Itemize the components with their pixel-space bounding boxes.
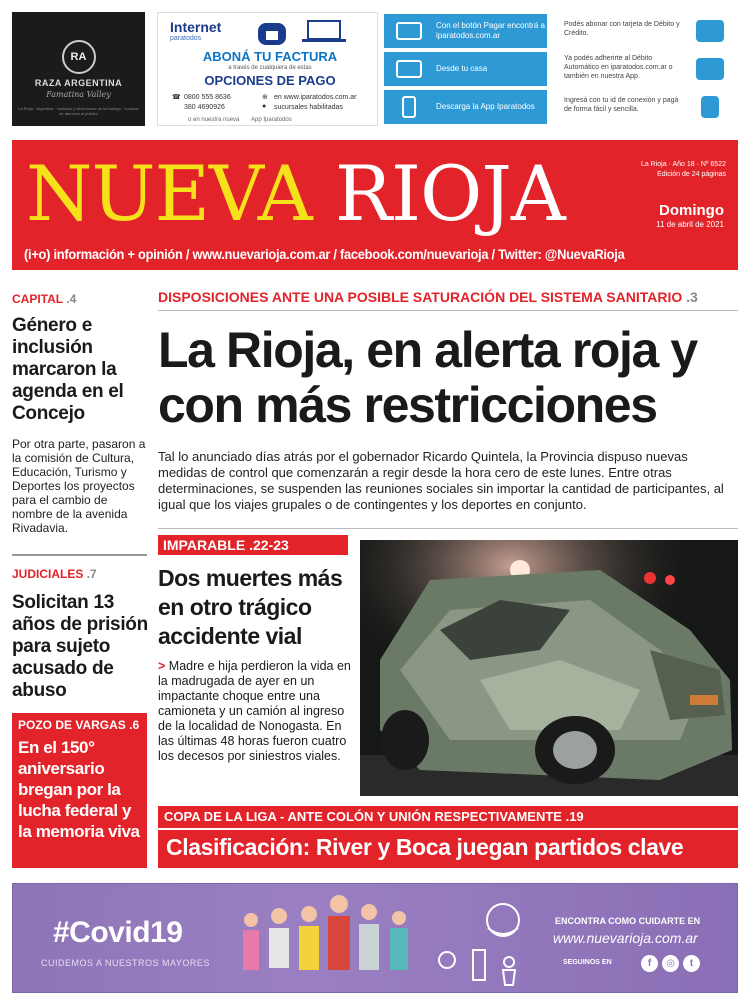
accident-photo[interactable]: [360, 540, 738, 796]
ad-raza-argentina[interactable]: [12, 12, 145, 126]
judiciales-headline[interactable]: Solicitan 13 años de prisión para sujeto acusado de abuso: [12, 592, 148, 701]
phone-app-icon: [402, 96, 416, 118]
pozo-headline: En el 150° aniversario bregan por la lucha federal y la memoria viva: [18, 738, 140, 841]
edition-date: 11 de abril de 2021: [656, 220, 724, 229]
edition-number: La Rioja · Año 18 · Nº 6522: [640, 161, 726, 168]
wrecked-truck-image: [360, 540, 738, 796]
internet-title: Internet: [170, 19, 222, 35]
accident-body-text: Madre e hija perdieron la vida en la madrugada de ayer en un impactante choque entre una camioneta y un camión al ingreso de la localidad de Nonogasta. En las últimas 48 horas fueron cuatro los decesos por siniestros viales.: [158, 659, 351, 763]
main-kicker-page: .3: [686, 289, 698, 305]
liga-headline[interactable]: Clasificación: River y Boca juegan partidos clave: [158, 830, 738, 868]
masthead-tagline[interactable]: (i+o) información + opinión / www.nuevarioja.com.ar / facebook.com/nuevarioja / Twitter: @NuevaRioja: [24, 246, 625, 262]
pay-button-home[interactable]: [384, 52, 547, 86]
raza-sub: Famatina Valley: [46, 90, 111, 99]
section-capital-label: CAPITAL: [12, 292, 63, 306]
pay-button-home-label: Desde tu casa: [436, 64, 488, 73]
section-judiciales-page: .7: [86, 567, 97, 581]
internet-phone1: 0800 555 8636: [184, 94, 231, 101]
twitter-icon[interactable]: t: [683, 955, 700, 972]
touch-phone-icon: [701, 96, 719, 118]
internet-footer-left: o en nuestra nueva: [188, 117, 240, 123]
monitor-icon: [396, 22, 422, 40]
covid-subtitle: CUIDEMOS A NUESTROS MAYORES: [41, 958, 210, 968]
internet-sub: paratodos: [170, 35, 202, 42]
people-illustration: [233, 890, 533, 990]
internet-headline: ABONÁ TU FACTURA: [202, 49, 338, 64]
section-capital-page: .4: [66, 292, 77, 306]
ad-payment-options[interactable]: [384, 12, 737, 126]
pay-button-online[interactable]: [384, 14, 547, 48]
laptop-icon: [396, 60, 422, 78]
capital-headline[interactable]: Género e inclusión marcaron la agenda en el Concejo: [12, 315, 124, 424]
internet-small: a través de cualquiera de estas: [228, 65, 312, 71]
ad-internet-para-todos[interactable]: [157, 12, 378, 126]
divider: [12, 554, 147, 556]
covid-follow: SEGUINOS EN: [563, 959, 612, 966]
internet-branches: sucursales habilitadas: [274, 104, 343, 111]
divider: [158, 310, 738, 311]
edition-pages: Edición de 24 páginas: [657, 171, 726, 178]
divider: [158, 528, 738, 529]
instagram-icon[interactable]: ◎: [662, 955, 679, 972]
pay-text-debit: Ya podés adherirte al Débito Automático en iparatodos.com.ar o también en nuestra App.: [564, 55, 673, 80]
main-body: Tal lo anunciado días atrás por el gobernador Ricardo Quintela, la Provincia dispuso nuevas medidas de control que comenzarán a regir desde la hora cero de este lunes. Entre otras determinaciones, se suspenden las reuniones sociales sin importar la cantidad de participantes, al igual que los viajes grupales o de contingentes y los deportes en conjunto.: [158, 449, 724, 512]
arrow-icon: >: [158, 659, 166, 673]
phone-icon: ☎: [172, 94, 181, 101]
masthead: [12, 140, 738, 270]
section-capital[interactable]: [12, 292, 76, 306]
facebook-icon[interactable]: f: [641, 955, 658, 972]
internet-phone2: 380 4690926: [184, 104, 225, 111]
house-laptop-icon: [258, 17, 368, 47]
pay-button-online-label: Con el botón Pagar encontrá a iparatodos.com.ar: [436, 21, 545, 40]
title-rioja: RIOJA: [334, 149, 565, 238]
section-judiciales[interactable]: [12, 567, 97, 581]
pay-button-app-label: Descarga la App Iparatodos: [436, 102, 535, 111]
debit-card-icon: [696, 58, 724, 80]
covid-find-text: ENCONTRA COMO CUIDARTE EN: [555, 916, 701, 926]
accident-headline[interactable]: Dos muertes más en otro trágico accidente vial: [158, 565, 343, 649]
pozo-kicker: POZO DE VARGAS .6: [18, 718, 140, 732]
pozo-de-vargas-box[interactable]: [12, 713, 147, 868]
globe-icon: ⊕: [262, 94, 268, 101]
internet-footer-app: App Iparatodos: [251, 117, 292, 123]
capital-body: Por otra parte, pasaron a la comisión de Cultura, Educación, Turismo y Deportes los proyectos para el cambio de nombre de la avenida Rivadavia.: [12, 437, 146, 535]
edition-meta: [641, 160, 726, 180]
pin-icon: ●: [262, 103, 267, 110]
raza-name: RAZA ARGENTINA: [34, 78, 123, 88]
edition-day: Domingo: [659, 202, 724, 219]
pay-text-card: Podés abonar con tarjeta de Débito y Crédito.: [564, 21, 680, 37]
main-kicker[interactable]: [158, 289, 698, 305]
pay-text-app: Ingresá con tu id de conexión y pagá de forma fácil y sencilla.: [564, 97, 679, 113]
internet-footer: [188, 117, 292, 123]
accident-kicker[interactable]: IMPARABLE .22-23: [158, 535, 348, 555]
pay-button-app[interactable]: [384, 90, 547, 124]
credit-card-icon: [696, 20, 724, 42]
internet-web: en www.iparatodos.com.ar: [274, 94, 357, 101]
main-headline[interactable]: La Rioja, en alerta roja y con más restricciones: [158, 322, 697, 433]
liga-kicker[interactable]: COPA DE LA LIGA - ANTE COLÓN Y UNIÓN RESPECTIVAMENTE .19: [158, 806, 738, 828]
main-kicker-label: DISPOSICIONES ANTE UNA POSIBLE SATURACIÓN DEL SISTEMA SANITARIO: [158, 289, 683, 305]
section-judiciales-label: JUDICIALES: [12, 567, 84, 581]
title-nueva: NUEVA: [26, 149, 312, 238]
raza-fine-print: La Rioja · Argentina · contacto y direcciones de la bodega · horarios de atención al público: [18, 106, 139, 116]
raza-logo: RA: [62, 40, 96, 74]
accident-body: [158, 659, 356, 764]
ad-covid19[interactable]: [12, 883, 738, 993]
internet-options: OPCIONES DE PAGO: [204, 73, 336, 88]
newspaper-title[interactable]: [26, 149, 565, 238]
covid-hashtag: #Covid19: [53, 916, 183, 949]
covid-url[interactable]: www.nuevarioja.com.ar: [553, 930, 698, 946]
